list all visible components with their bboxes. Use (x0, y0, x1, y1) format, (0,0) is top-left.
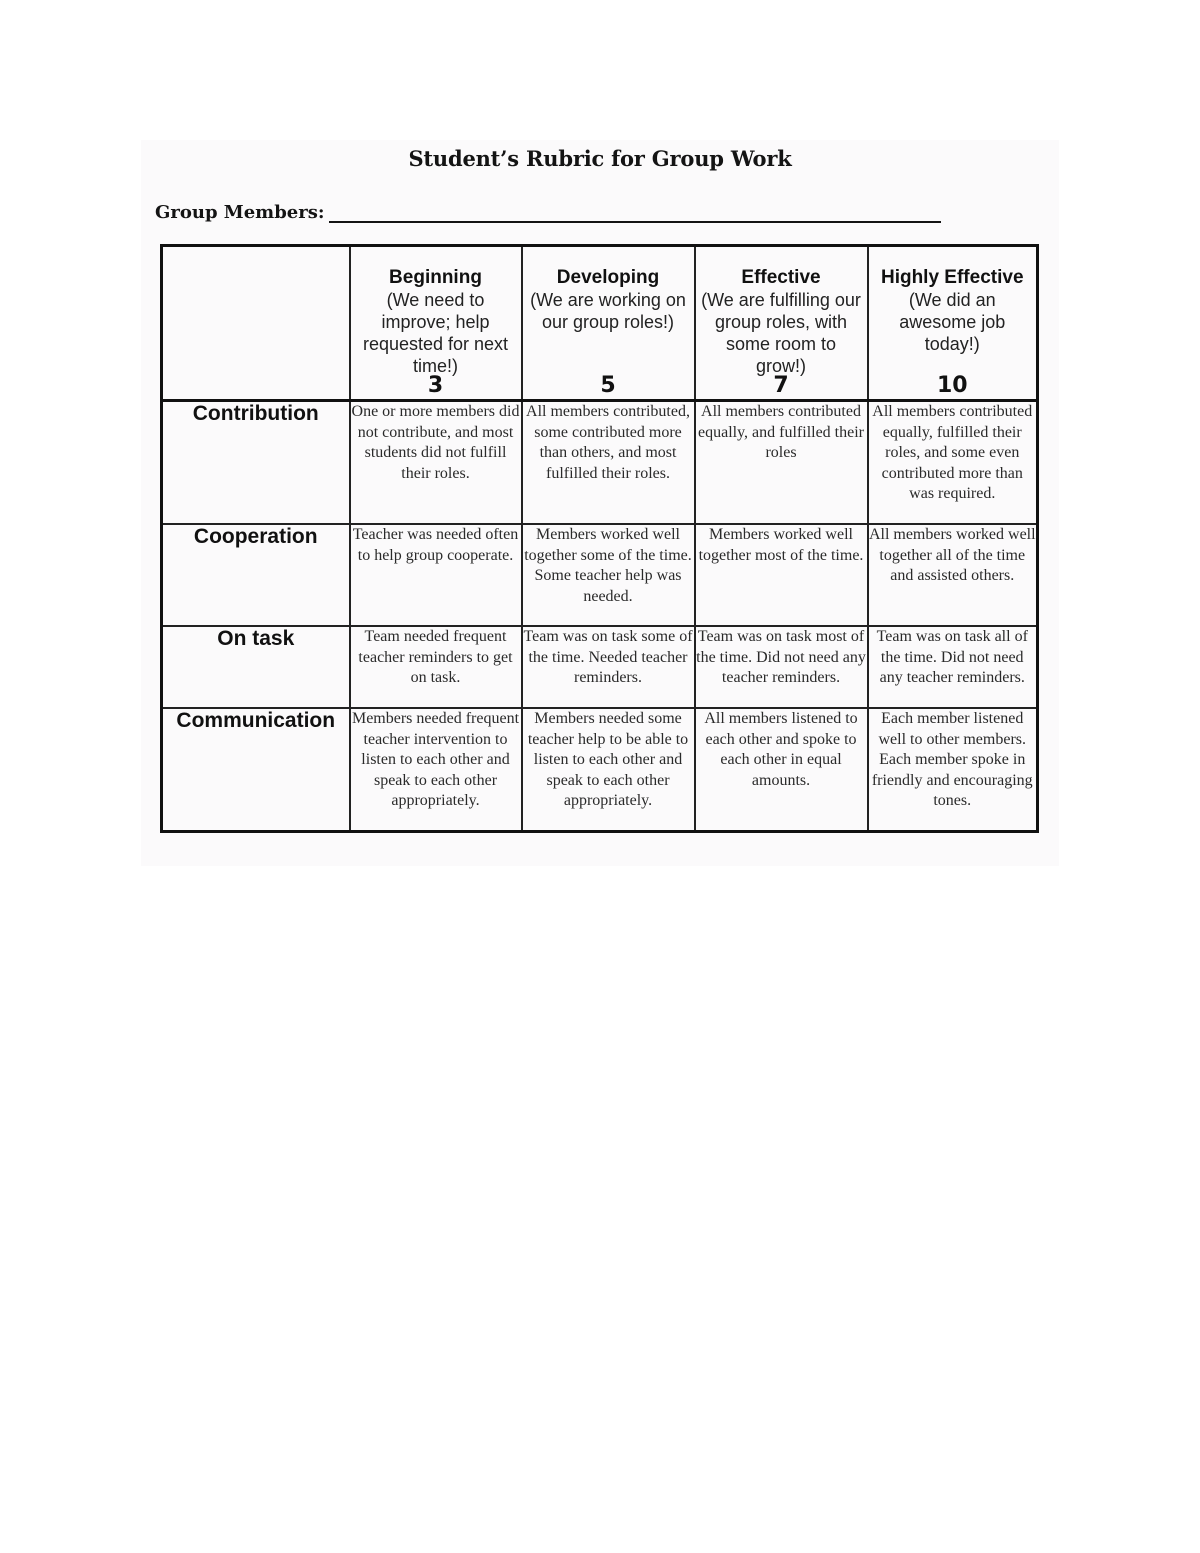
rubric-header-row (162, 246, 1038, 401)
rubric-cell: All members contributed equally, fulfilled their roles, and some even contributed more than was required. (868, 401, 1038, 525)
rubric-cell: Team was on task most of the time. Did not need any teacher reminders. (695, 626, 868, 708)
level-description: (We are fulfilling our group roles, with some room to grow!) (701, 290, 861, 376)
criterion-label: Communication (162, 708, 350, 832)
criterion-label: Contribution (162, 401, 350, 525)
rubric-cell: Team needed frequent teacher reminders to get on task. (350, 626, 522, 708)
group-members-blank-line[interactable] (329, 207, 941, 223)
level-score: 3 (427, 373, 444, 398)
rubric-cell: One or more members did not contribute, and most students did not fulfill their roles. (350, 401, 522, 525)
level-header-effective (695, 246, 868, 401)
level-name: Developing (556, 267, 660, 288)
rubric-cell: All members contributed, some contributed more than others, and most fulfilled their roles. (522, 401, 695, 525)
rubric-cell: All members worked well together all of the time and assisted others. (868, 524, 1038, 626)
level-score: 5 (600, 373, 616, 398)
criterion-row-cooperation (162, 524, 1038, 626)
level-name: Highly Effective (880, 267, 1024, 288)
rubric-cell: Teacher was needed often to help group cooperate. (350, 524, 522, 626)
rubric-cell: Members worked well together some of the time. Some teacher help was needed. (522, 524, 695, 626)
level-header-developing (522, 246, 695, 401)
rubric-table (160, 244, 1039, 833)
level-score: 10 (936, 373, 968, 398)
level-header-highly-effective (868, 246, 1038, 401)
rubric-cell: Team was on task some of the time. Needed teacher reminders. (522, 626, 695, 708)
criterion-label: Cooperation (162, 524, 350, 626)
criterion-label: On task (162, 626, 350, 708)
group-members-row (155, 202, 941, 223)
level-header-beginning (350, 246, 522, 401)
header-corner-cell (162, 246, 350, 401)
criterion-row-contribution (162, 401, 1038, 525)
page-title: Student’s Rubric for Group Work (408, 146, 792, 171)
level-name: Beginning (389, 267, 482, 288)
criterion-row-communication (162, 708, 1038, 832)
criterion-row-on-task (162, 626, 1038, 708)
rubric-cell: Members worked well together most of the time. (695, 524, 868, 626)
rubric-cell: Members needed some teacher help to be able to listen to each other and speak to each other appropriately. (522, 708, 695, 832)
rubric-cell: Team was on task all of the time. Did not need any teacher reminders. (868, 626, 1038, 708)
group-members-label: Group Members: (155, 202, 325, 223)
level-score: 7 (773, 373, 789, 398)
rubric-cell: All members contributed equally, and fulfilled their roles (695, 401, 868, 525)
rubric-cell: Each member listened well to other members. Each member spoke in friendly and encouraging tones. (868, 708, 1038, 832)
level-description: (We need to improve; help requested for next time!) (362, 290, 509, 376)
rubric-sheet (141, 140, 1059, 866)
rubric-cell: All members listened to each other and spoke to each other in equal amounts. (695, 708, 868, 832)
level-name: Effective (741, 267, 821, 288)
rubric-cell: Members needed frequent teacher intervention to listen to each other and speak to each other appropriately. (350, 708, 522, 832)
level-description: (We are working on our group roles!) (530, 290, 686, 332)
level-description: (We did an awesome job today!) (899, 290, 1006, 354)
